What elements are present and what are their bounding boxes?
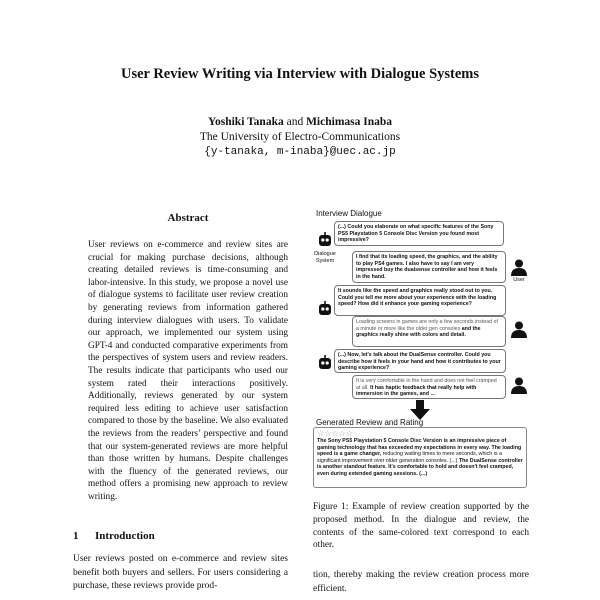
user-label: User: [513, 277, 525, 283]
author-and: and: [286, 116, 304, 128]
user-message-3-highlight: It has haptic feedback that really help with immersion in the games, and ...: [356, 384, 477, 398]
author-1: Yoshiki Tanaka: [207, 116, 284, 128]
system-label-line2: System: [315, 257, 335, 264]
review-text-2: reducing waiting times to mere seconds, which is a significant improvement over older generation consoles. (...): [317, 451, 502, 464]
review-text-1: The Sony PS5 Playstation 5 Console Disc Version is an impressive piece of gaming technology that has exceeded my expectations in every way. The loading speed is a game changer,: [317, 438, 522, 458]
user-message-1-text: I find that its loading speed, the graphics, and the ability to play PS4 games. I also have to say I am very impressed buy the dualsense controller and how it feels in the hand.: [356, 254, 498, 281]
user-message-1: [352, 251, 506, 283]
generated-review-label: Generated Review and Rating: [316, 418, 424, 427]
figure-caption: Figure 1: Example of review creation supported by the proposed method. In the dialogue and review, the contents of the same-colored text correspond to each other.: [313, 502, 529, 551]
abstract-heading: Abstract: [167, 212, 209, 224]
star-rating: ☆☆☆☆☆: [317, 429, 353, 438]
system-message-1-text: (...) Could you elaborate on what specific features of the Sony PS5 Playstation 5 Console Disc Version you found most impressive?: [338, 224, 494, 244]
arrow-down-icon: [410, 400, 430, 420]
system-message-2-text: It sounds like the speed and graphics really stood out to you. Could you tell me more about your experience with the loading speed? How did it enhance your gaming experience?: [338, 288, 497, 308]
authors: [0, 116, 600, 128]
robot-icon: [318, 301, 332, 316]
affiliation: The University of Electro-Communications: [199, 131, 401, 143]
system-message-2: [334, 285, 506, 316]
user-message-3: [352, 375, 506, 399]
user-message-2: [352, 316, 506, 347]
user-message-3-text: It is very comfortable in the hand and does not feel cramped at all.: [356, 378, 497, 391]
section-title: Introduction: [95, 530, 155, 542]
user-icon: [511, 259, 527, 276]
right-column-text: tion, thereby making the review creation process more efficient.: [313, 570, 529, 594]
author-emails: {y-tanaka, m-inaba}@uec.ac.jp: [204, 146, 396, 158]
section-number: 1: [73, 530, 79, 542]
user-icon: [511, 321, 527, 338]
paper-title: User Review Writing via Interview with Dialogue Systems: [120, 66, 480, 82]
system-message-3: [334, 349, 506, 373]
system-message-3-text: (...) Now, let's talk about the DualSense controller. Could you describe how it feels in your hand and how it contributes to your gaming experience?: [338, 352, 501, 372]
system-message-1: [334, 221, 504, 246]
user-message-2-highlight: and the graphics really shine with colors and detail.: [356, 325, 481, 339]
introduction-text: User reviews posted on e-commerce and review sites benefit both buyers and sellers. For users considering a purchase, these reviews provide prod-: [73, 554, 288, 591]
interview-dialogue-label: Interview Dialogue: [316, 209, 382, 218]
robot-icon: [318, 355, 332, 370]
robot-icon: [318, 232, 332, 247]
user-message-2-text: Loading screens in games are only a few seconds instead of a minute or more like the older gen consoles: [356, 319, 498, 332]
review-text-3: The DualSense controller is another standout feature. It's comfortable to hold and doesn't feel cramped, even during extended gaming sessions. (...): [317, 457, 523, 477]
dialogue-system-label: [304, 251, 346, 264]
user-icon: [511, 377, 527, 394]
generated-review-box: [313, 427, 527, 488]
author-2: Michimasa Inaba: [306, 116, 393, 128]
abstract-text: User reviews on e-commerce and review sites are crucial for making purchase decisions, although creating detailed reviews is time-consuming and labor-intensive. In this study, we propose a novel use of dialogue systems to facilitate user review creation by generating reviews from information gathered during interview dialogues with users. To validate our approach, we implemented our system using GPT-4 and conducted comparative experiments from the perspectives of system users and review readers. The results indicate that participants who used our system rated their interactions positively. Additionally, reviews generated by our system required less editing to achieve user satisfaction compared to those by the baseline. We also evaluated the reviews from the readers’ perspective and found that our system-generated reviews are more helpful than those written by humans. Despite challenges with the fluency of the generated reviews, our method offers a promising new approach to review writing.: [88, 240, 288, 502]
section-heading-introduction: [73, 530, 273, 542]
system-label-line1: Dialogue: [314, 251, 336, 257]
